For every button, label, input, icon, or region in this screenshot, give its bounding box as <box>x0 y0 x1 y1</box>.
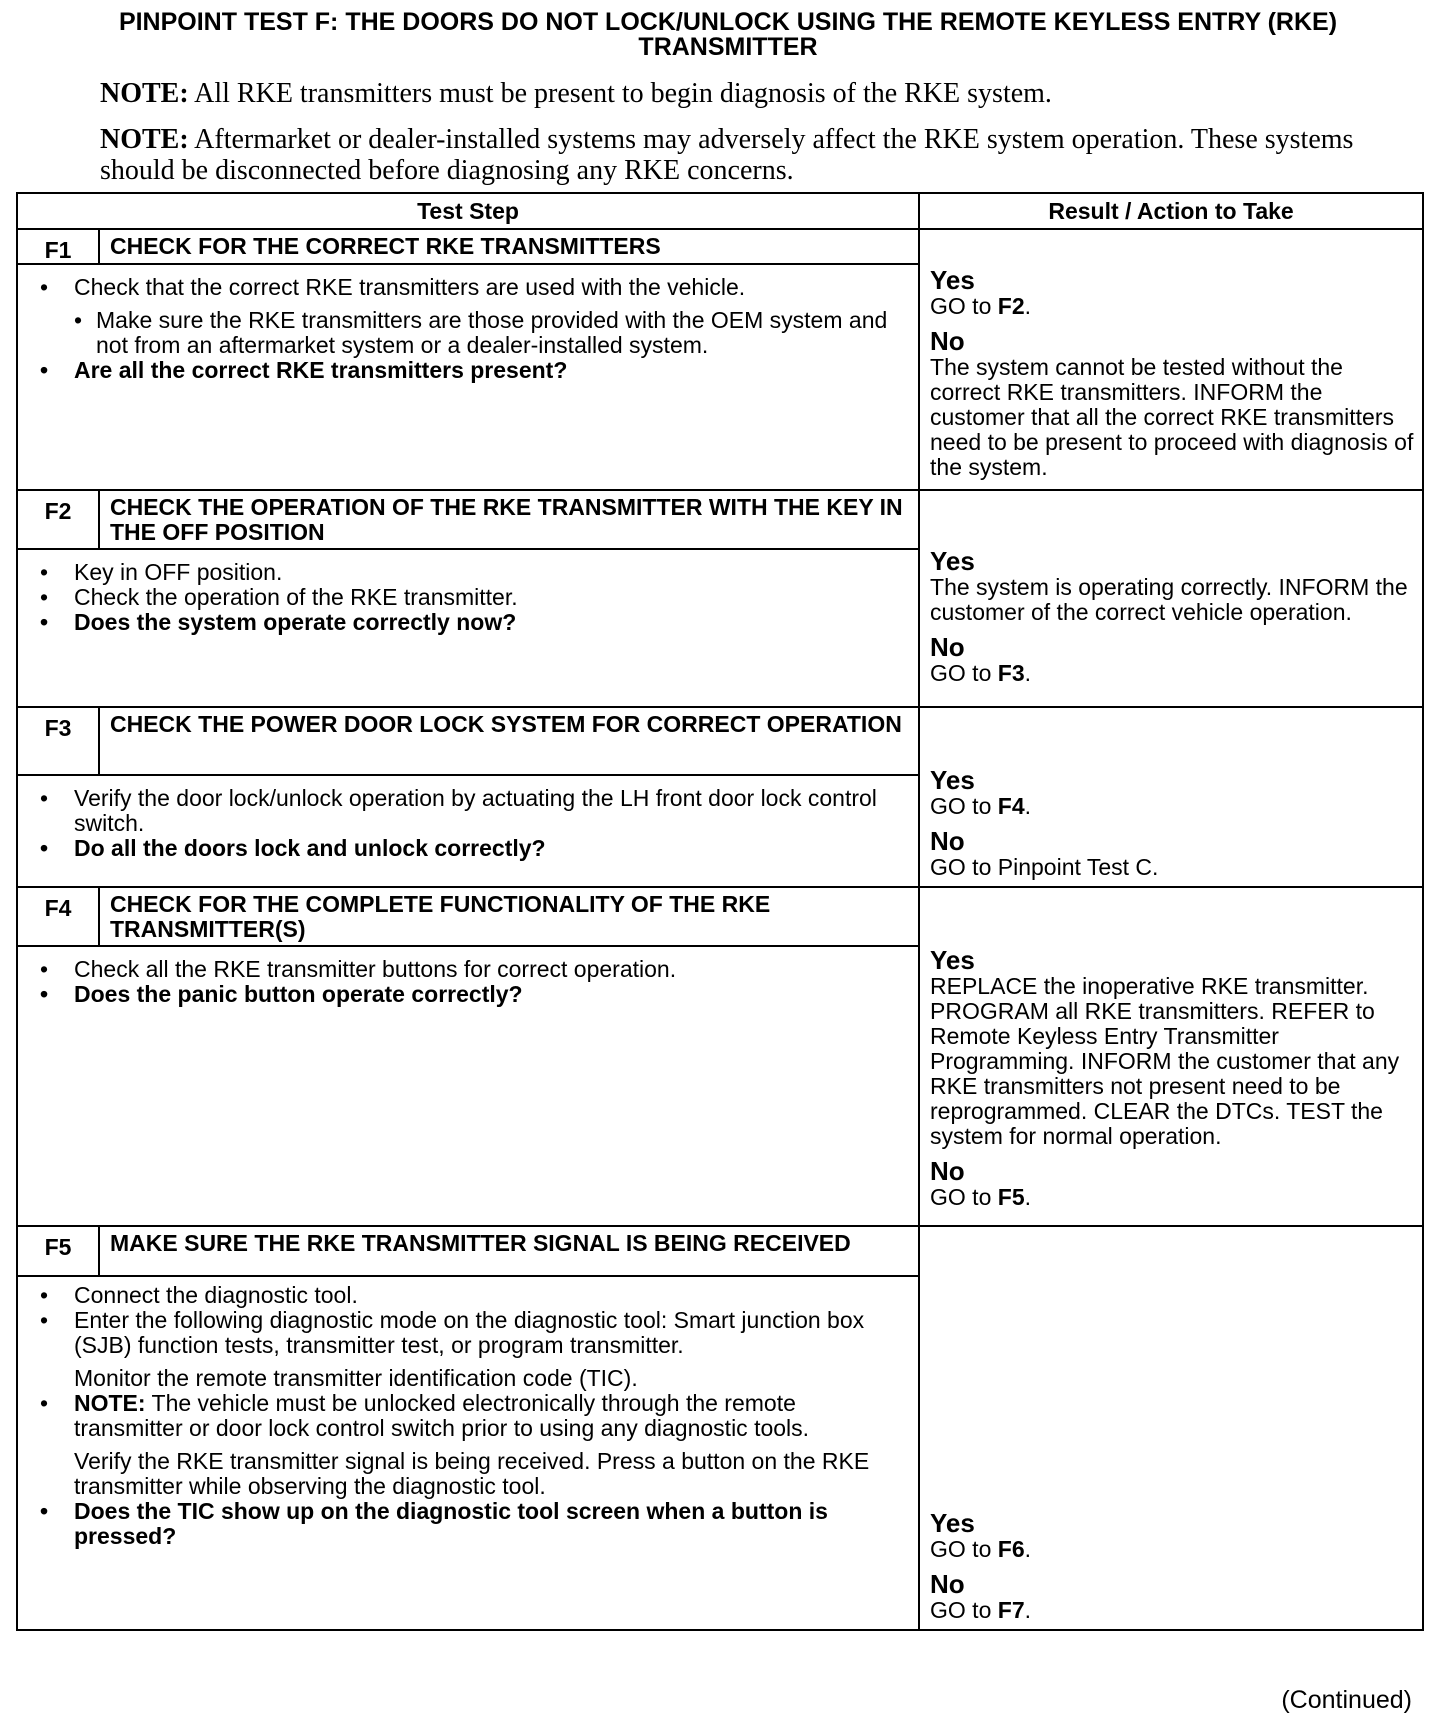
no-action <box>930 1185 1416 1210</box>
title-line-1: PINPOINT TEST F: THE DOORS DO NOT LOCK/UNLOCK USING THE REMOTE KEYLESS ENTRY (RKE) <box>118 8 1338 36</box>
step-reference: F4 <box>997 793 1025 819</box>
step-f2-header-row <box>17 490 1423 549</box>
step-result <box>919 707 1423 887</box>
no-action <box>930 1598 1416 1623</box>
step-result <box>919 887 1423 1226</box>
page-title <box>0 10 1456 60</box>
note-text: All RKE transmitters must be present to begin diagnosis of the RKE system. <box>188 78 1052 109</box>
step-body <box>17 946 919 1226</box>
step-title: CHECK FOR THE CORRECT RKE TRANSMITTERS <box>99 229 919 264</box>
pinpoint-test-table <box>16 192 1424 1631</box>
step-bullet <box>38 1391 908 1499</box>
step-result <box>919 490 1423 707</box>
step-reference: F5 <box>997 1184 1025 1210</box>
action-text: . <box>1024 793 1031 819</box>
yes-label: Yes <box>930 945 975 975</box>
yes-label: Yes <box>930 765 975 795</box>
step-bullet: • Check the operation of the RKE transmitter. <box>38 585 908 610</box>
note-1 <box>100 78 1400 109</box>
action-text: . <box>1024 293 1031 319</box>
action-text: GO to <box>930 660 998 686</box>
step-id: F5 <box>17 1226 99 1276</box>
step-question: • Do all the doors lock and unlock correctly? <box>38 836 908 861</box>
continued-label: (Continued) <box>1281 1686 1412 1714</box>
step-f5-header-row <box>17 1226 1423 1276</box>
note-2 <box>100 124 1400 186</box>
step-question: • Are all the correct RKE transmitters present? <box>38 358 908 383</box>
step-f3-header-row <box>17 707 1423 775</box>
step-result <box>919 1226 1423 1630</box>
step-question: • Does the panic button operate correctly? <box>38 982 908 1007</box>
yes-action <box>930 794 1416 819</box>
no-label: No <box>930 632 965 662</box>
header-test-step: Test Step <box>17 193 919 229</box>
step-title: CHECK THE OPERATION OF THE RKE TRANSMITTER WITH THE KEY IN THE OFF POSITION <box>99 490 919 549</box>
step-body <box>17 1276 919 1630</box>
action-text: GO to <box>930 793 998 819</box>
yes-action <box>930 1537 1416 1562</box>
step-body <box>17 264 919 490</box>
yes-label: Yes <box>930 546 975 576</box>
bullet-text: The vehicle must be unlocked electronically through the remote transmitter or door lock control switch prior to using any diagnostic tools. <box>74 1390 810 1441</box>
step-title: MAKE SURE THE RKE TRANSMITTER SIGNAL IS BEING RECEIVED <box>99 1226 919 1276</box>
step-bullet <box>38 275 908 358</box>
yes-label: Yes <box>930 265 975 295</box>
step-body <box>17 775 919 887</box>
step-id: F3 <box>17 707 99 775</box>
action-text: . <box>1024 1184 1031 1210</box>
step-id: F2 <box>17 490 99 549</box>
yes-label: Yes <box>930 1508 975 1538</box>
step-bullet: • Check all the RKE transmitter buttons for correct operation. <box>38 957 908 982</box>
action-text: . <box>1024 1597 1031 1623</box>
action-text: GO to <box>930 1536 998 1562</box>
step-reference: F6 <box>997 1536 1025 1562</box>
action-text: GO to <box>930 1597 998 1623</box>
action-text: . <box>1024 1536 1031 1562</box>
step-paragraph: Verify the RKE transmitter signal is being received. Press a button on the RKE transmitter while observing the diagnostic tool. <box>74 1448 870 1499</box>
step-bullet: • Connect the diagnostic tool. <box>38 1283 908 1308</box>
step-body <box>17 549 919 707</box>
sub-bullet: • Make sure the RKE transmitters are those provided with the OEM system and not from an aftermarket system or a dealer-installed system. <box>74 308 908 358</box>
no-label: No <box>930 826 965 856</box>
step-reference: F3 <box>997 660 1025 686</box>
no-action: GO to Pinpoint Test C. <box>930 854 1159 880</box>
step-id: F4 <box>17 887 99 946</box>
step-title: CHECK FOR THE COMPLETE FUNCTIONALITY OF THE RKE TRANSMITTER(S) <box>99 887 919 946</box>
step-bullet: • Key in OFF position. <box>38 560 908 585</box>
no-label: No <box>930 1156 965 1186</box>
note-label: NOTE: <box>100 78 189 109</box>
step-question: • Does the TIC show up on the diagnostic tool screen when a button is pressed? <box>38 1499 908 1549</box>
title-line-2: TRANSMITTER <box>638 33 818 61</box>
step-reference: F2 <box>997 293 1025 319</box>
yes-action <box>930 294 1416 319</box>
no-action <box>930 661 1416 686</box>
step-title: CHECK THE POWER DOOR LOCK SYSTEM FOR CORRECT OPERATION <box>99 707 919 775</box>
step-question: • Does the system operate correctly now? <box>38 610 908 635</box>
step-bullet: • Verify the door lock/unlock operation by actuating the LH front door lock control switch. <box>38 786 908 836</box>
note-label: NOTE: <box>100 124 189 155</box>
yes-action: The system is operating correctly. INFORM the customer of the correct vehicle operation. <box>930 574 1408 625</box>
action-text: GO to <box>930 293 998 319</box>
step-f4-header-row <box>17 887 1423 946</box>
note-label: NOTE: <box>74 1390 146 1416</box>
note-text: Aftermarket or dealer-installed systems may adversely affect the RKE system operation. These systems should be disconnected before diagnosing any RKE concerns. <box>100 124 1354 186</box>
header-result: Result / Action to Take <box>919 193 1423 229</box>
bullet-text: Check that the correct RKE transmitters are used with the vehicle. <box>74 274 746 300</box>
step-reference: F7 <box>997 1597 1025 1623</box>
yes-action: REPLACE the inoperative RKE transmitter. PROGRAM all RKE transmitters. REFER to Remote Keyless Entry Transmitter Programming. INFORM the customer that any RKE transmitters not present need to be reprogrammed. CLEAR the DTCs. TEST the system for normal operation. <box>930 973 1400 1149</box>
no-action: The system cannot be tested without the correct RKE transmitters. INFORM the customer that all the correct RKE transmitters need to be present to proceed with diagnosis of the system. <box>930 354 1414 480</box>
no-label: No <box>930 1569 965 1599</box>
no-label: No <box>930 326 965 356</box>
step-result <box>919 229 1423 490</box>
step-paragraph: Monitor the remote transmitter identification code (TIC). <box>74 1365 638 1391</box>
action-text: . <box>1024 660 1031 686</box>
step-bullet <box>38 1308 908 1391</box>
bullet-text: Enter the following diagnostic mode on the diagnostic tool: Smart junction box (SJB) function tests, transmitter test, or program transmitter. <box>74 1307 865 1358</box>
action-text: GO to <box>930 1184 998 1210</box>
step-id: F1 <box>17 229 99 264</box>
step-f1-header-row <box>17 229 1423 264</box>
table-header-row <box>17 193 1423 229</box>
